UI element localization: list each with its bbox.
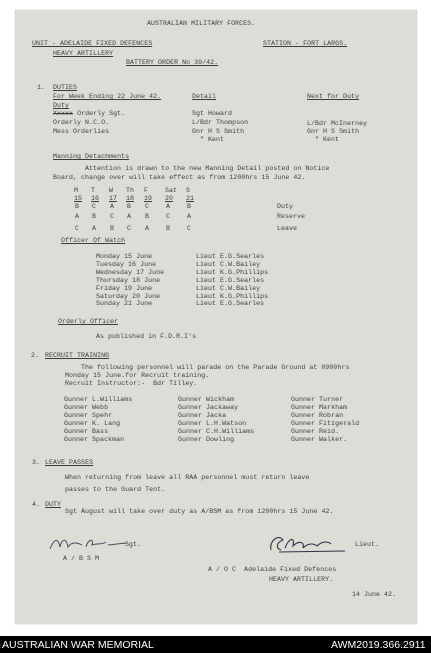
grid-cell: B: [145, 213, 150, 220]
section-2-text-1: The following personnel will parade on the Parade Ground at 0900hrs: [81, 364, 350, 371]
sgt-rank: Sgt.: [125, 541, 142, 548]
battery-order-number: BATTERY ORDER No 39/42.: [126, 59, 219, 66]
grid-cell: B: [92, 213, 97, 220]
grid-date: 15: [74, 195, 83, 202]
struck-text: Xxxxx: [53, 110, 74, 117]
grid-cell: B: [187, 203, 192, 210]
footer-source: AUSTRALIAN WAR MEMORIAL: [2, 639, 154, 651]
grid-cell: A: [92, 225, 97, 232]
duty-role: Mess Orderlies: [53, 128, 110, 135]
grid-cell: A: [166, 203, 171, 210]
watch-officer: Lieut E.G.Searles: [196, 300, 265, 308]
recruit-name: Gunner Walker.: [291, 436, 348, 443]
recruit-name: Gunner Spehr: [64, 412, 113, 419]
recruit-name: Gunner Bass: [64, 428, 109, 435]
manning-title: Manning Detachments: [53, 153, 130, 160]
oc-signature: [265, 532, 355, 558]
duty-next: L/Bdr McInerney: [307, 120, 368, 127]
grid-cell: A: [187, 213, 192, 220]
heavy-artillery: HEAVY ARTILLERY.: [269, 576, 334, 583]
grid-cell: C: [92, 203, 97, 210]
footer-reference: AWM2019.366.2911: [331, 639, 426, 651]
grid-cell: B: [110, 225, 115, 232]
grid-date: 18: [126, 195, 135, 202]
grid-row-label: Reserve: [277, 213, 306, 220]
grid-day: W: [109, 187, 114, 194]
watch-day: Wednesday 17 June: [96, 268, 165, 276]
section-1-number: 1.: [37, 84, 46, 91]
watch-title: Officer Of Watch: [61, 237, 126, 244]
grid-row-label: Duty: [277, 203, 294, 210]
grid-day: S: [186, 187, 191, 194]
recruit-name: Gunner Jackaway: [178, 404, 239, 411]
grid-cell: A: [110, 203, 115, 210]
absm-title: A / B S M: [63, 555, 100, 562]
watch-day: Monday 15 June: [96, 253, 153, 260]
unit-line-2: HEAVY ARTILLERY: [53, 50, 114, 57]
next-header: Next for Duty: [307, 93, 360, 100]
orderly-officer-text: As published in F.D.R.I's: [96, 333, 197, 340]
grid-date: 20: [165, 195, 174, 202]
grid-cell: A: [75, 213, 80, 220]
grid-cell: B: [75, 203, 80, 210]
duty-detail: L/Bdr Thompson: [192, 119, 249, 126]
watch-day: Tuesday 16 June: [96, 260, 157, 268]
watch-day: Friday 19 June: [96, 284, 153, 292]
section-3-number: 3.: [32, 459, 41, 466]
grid-cell: A: [145, 225, 150, 232]
recruit-name: Gunner C.H.Williams: [178, 428, 255, 435]
grid-date: 19: [144, 195, 153, 202]
duty-detail: Sgt Howard: [192, 110, 233, 117]
duty-detail: Gnr H S Smith: [192, 128, 245, 135]
recruit-name: Gunner Webb: [64, 404, 109, 411]
recruit-instructor: Recruit Instructor:- Bdr Tilley.: [65, 380, 198, 387]
grid-date: 16: [91, 195, 100, 202]
recruit-name: Gunner L.H.Watson: [178, 420, 247, 427]
grid-day: Th: [126, 187, 135, 194]
watch-officer: Lieut E.G.Searles: [196, 253, 265, 260]
grid-day: F: [144, 187, 149, 194]
grid-date: 21: [186, 195, 195, 202]
watch-officer: Lieut C.W.Bailey: [196, 260, 261, 268]
orderly-officer-title: Orderly Officer: [58, 318, 119, 325]
recruit-name: Gunner Spackman: [64, 436, 125, 443]
duty-next: Gnr H S Smith: [307, 128, 360, 135]
org-heading: AUSTRALIAN MILITARY FORCES.: [147, 20, 256, 27]
order-date: 14 June 42.: [352, 591, 397, 598]
grid-cell: C: [166, 213, 171, 220]
duty-role: Orderly N.C.O.: [53, 119, 110, 126]
grid-cell: B: [127, 203, 132, 210]
watch-day: Saturday 20 June: [96, 292, 161, 300]
watch-officer: Lieut K.G.Phillips: [196, 292, 269, 300]
section-1-title: DUTIES: [53, 84, 78, 91]
section-4-text: Sgt August will take over duty as A/BSM as from 1200hrs 15 June 42.: [65, 508, 334, 515]
grid-cell: C: [187, 225, 192, 232]
recruit-name: Gunner Wickham: [178, 396, 235, 403]
grid-day: M: [74, 187, 79, 194]
recruit-name: Gunner K. Lang: [64, 420, 121, 427]
detail-header: Detail: [192, 93, 217, 100]
grid-day: T: [91, 187, 96, 194]
recruit-name: Gunner Reid.: [291, 428, 340, 435]
recruit-name: Gunner Robran: [291, 412, 344, 419]
watch-day: Thursday 18 June: [96, 276, 161, 284]
grid-row-label: Leave: [277, 225, 298, 232]
section-2-text-2: Monday 15 June.for Recruit training.: [65, 372, 210, 379]
lieut-rank: Lieut.: [355, 541, 380, 548]
section-2-number: 2.: [31, 352, 40, 359]
kent-detail: " Kent: [200, 136, 225, 143]
grid-cell: C: [75, 225, 80, 232]
recruit-name: Gunner Fitzgerald: [291, 420, 360, 427]
watch-officer: Lieut K.G.Phillips: [196, 268, 269, 276]
unit-line: UNIT - ADELAIDE FIXED DEFENCES: [32, 40, 153, 47]
duty-role: Xxxxx Orderly Sgt.: [53, 110, 126, 117]
section-4-number: 4.: [32, 501, 41, 508]
section-3-text-2: passes to the Guard Tent.: [65, 486, 166, 493]
watch-officer: Lieut E.G.Searles: [196, 276, 265, 284]
kent-next: " Kent: [315, 136, 340, 143]
grid-date: 17: [109, 195, 118, 202]
aoc-title: A / O C Adelaide Fixed Defences: [208, 566, 337, 573]
week-ending: For Week Ending 22 June 42.: [53, 93, 162, 100]
grid-cell: C: [127, 225, 132, 232]
station-line: STATION - FORT LARGS.: [263, 40, 348, 47]
recruit-name: Gunner Dowling: [178, 436, 235, 443]
section-4-title: DUTY: [45, 501, 62, 508]
section-2-title: RECRUIT TRAINING: [45, 352, 110, 359]
duty-header: Duty: [53, 102, 70, 109]
grid-cell: C: [110, 213, 115, 220]
watch-officer: Lieut C.W.Bailey: [196, 284, 261, 292]
watch-day: Sunday 21 June: [96, 300, 153, 308]
recruit-name: Gunner Jacka: [178, 412, 227, 419]
recruit-name: Gunner Turner: [291, 396, 344, 403]
grid-cell: A: [127, 213, 132, 220]
bsm-signature: [48, 533, 130, 555]
manning-text-2: Board, change over will take effect as from 1200hrs 15 June 42.: [53, 174, 306, 181]
grid-day: Sat: [165, 187, 178, 194]
grid-cell: B: [166, 225, 171, 232]
section-3-text-1: When returning from leave all RAA personnel must return leave: [65, 474, 310, 481]
section-3-title: LEAVE PASSES: [45, 459, 94, 466]
footer-bar: [0, 636, 431, 653]
recruit-name: Gunner Markham: [291, 404, 348, 411]
grid-cell: C: [145, 203, 150, 210]
document-page: [15, 10, 417, 624]
manning-text-1: Attention is drawn to the new Manning Detail posted on Notice: [85, 165, 330, 172]
recruit-name: Gunner L.Williams: [64, 396, 133, 403]
